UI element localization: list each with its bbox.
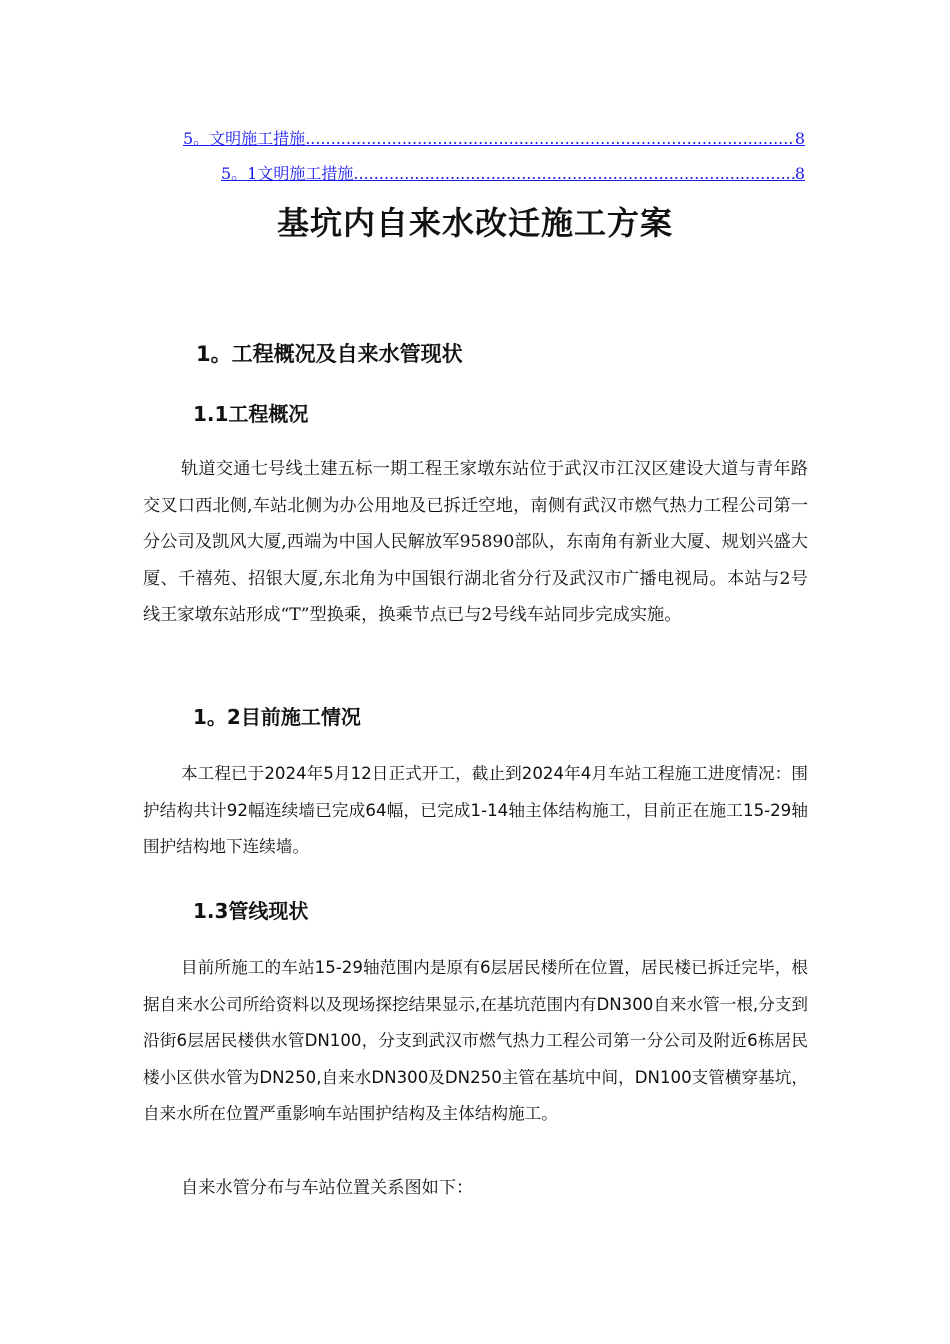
- toc-entry-label: 5。1文明施工措施: [221, 164, 354, 183]
- toc-leader-dots: [353, 164, 794, 183]
- subsection-heading-1-1: 1.1工程概况: [193, 402, 309, 426]
- toc-leader-dots: [305, 129, 795, 148]
- document-title: 基坑内自来水改迁施工方案: [276, 204, 673, 242]
- toc-entry-page: 8: [794, 129, 805, 148]
- toc-entry-civilized-construction-measures[interactable]: [221, 161, 805, 184]
- toc-entry-civilized-construction[interactable]: [183, 126, 805, 149]
- paragraph-pipeline-status: 目前所施工的车站15-29轴范围内是原有6层居民楼所在位置，居民楼已拆迁完毕，根据自来水公司所给资料以及现场探挖结果显示,在基坑范围内有DN300自来水管一根,分支到沿街6层居民楼供水管DN100，分支到武汉市燃气热力工程公司第一分公司及附近6栋居民楼小区供水管为DN250,自来水DN300及DN250主管在基坑中间，DN100支管横穿基坑，自来水所在位置严重影响车站围护结构及主体结构施工。: [143, 958, 808, 1123]
- subsection-heading-1-3: 1.3管线现状: [193, 899, 309, 923]
- subsection-heading-1-2: 1。2目前施工情况: [193, 705, 361, 729]
- toc-entry-label: 5。文明施工措施: [183, 129, 306, 148]
- paragraph-diagram-intro: 自来水管分布与车站位置关系图如下：: [181, 1178, 474, 1198]
- paragraph-project-overview: 轨道交通七号线土建五标一期工程王家墩东站位于武汉市江汉区建设大道与青年路交叉口西北侧,车站北侧为办公用地及已拆迁空地，南侧有武汉市燃气热力工程公司第一分公司及凯风大厦,西端为中国人民解放军95890部队，东南角有新业大厦、规划兴盛大厦、千禧苑、招银大厦,东北角为中国银行湖北省分行及武汉市广播电视局。本站与2号线王家墩东站形成“T”型换乘，换乘节点已与2号线车站同步完成实施。: [143, 459, 808, 625]
- section-heading-1: 1。工程概况及自来水管现状: [196, 342, 463, 366]
- paragraph-construction-status: 本工程已于2024年5月12日正式开工，截止到2024年4月车站工程施工进度情况：围护结构共计92幅连续墙已完成64幅，已完成1-14轴主体结构施工，目前正在施工15-29轴围护结构地下连续墙。: [143, 764, 808, 856]
- toc-entry-page: 8: [794, 164, 805, 183]
